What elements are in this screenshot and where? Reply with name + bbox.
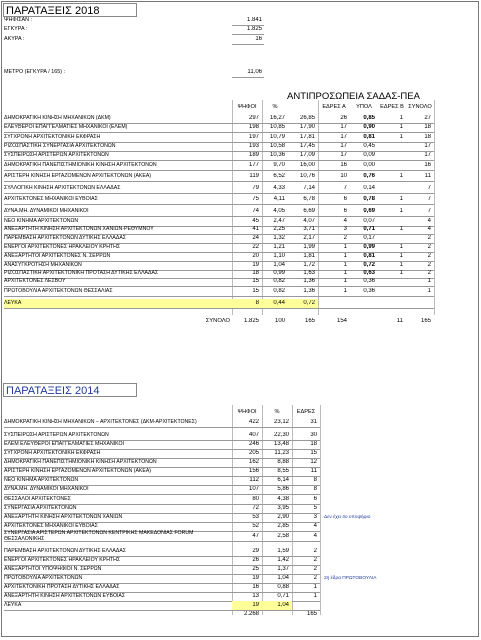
cell-pct: 0,44	[273, 300, 285, 306]
summary-value: 16	[255, 36, 262, 42]
total-seats: 165	[306, 611, 317, 617]
party-name: ΝΕΟ ΚΙΝΗΜΑ ΑΡΧΙΤΕΚΤΟΝΩΝ	[4, 477, 79, 483]
cell-pct: 13,48	[273, 441, 289, 447]
cell-pct: 2,25	[273, 226, 285, 232]
cell-ypol: 0,78	[363, 196, 375, 202]
cell-seats: 31	[310, 419, 317, 425]
cell-pct2: 4,07	[303, 218, 315, 224]
cell-pct: 1,21	[273, 244, 285, 250]
party-name: ΔΥΝΑ.ΜΗ. ΔΥΝΑΜΙΚΟΙ ΜΗΧΑΝΙΚΟΙ	[4, 208, 89, 214]
cell-votes: 407	[248, 432, 259, 438]
cell-pct2: 1,63	[303, 270, 315, 276]
cell-votes: 205	[248, 450, 259, 456]
cell-votes: 41	[252, 226, 259, 232]
cell-seats: 1	[313, 593, 317, 599]
cell-pct2: 10,76	[299, 173, 315, 179]
party-name: ΛΕΥΚΑ	[4, 602, 22, 608]
cell-seats: 8	[313, 477, 317, 483]
cell-a: 4	[343, 218, 347, 224]
cell-ypol: 0,09	[363, 152, 375, 158]
cell-votes: 29	[252, 548, 259, 554]
cell-seats: 1	[313, 584, 317, 590]
cell-votes: 119	[249, 173, 259, 179]
summary-divider	[232, 44, 264, 45]
party-name: ΘΕΣΣΑΛΟΙ ΑΡΧΙΤΕΚΤΟΝΕΣ	[4, 496, 71, 502]
cell-total: 16	[424, 162, 431, 168]
title-2018: ΠΑΡΑΤΑΞΕΙΣ 2018	[3, 3, 137, 17]
cell-votes: 26	[252, 557, 259, 563]
cell-pct2: 7,14	[303, 185, 315, 191]
cell-a: 7	[343, 185, 347, 191]
cell-ypol: 0,71	[363, 226, 375, 232]
column-header: %	[274, 409, 280, 415]
cell-total: 7	[427, 196, 431, 202]
annotation-note: Δεν έχει 4ο υποψήφιο	[324, 515, 371, 520]
cell-a: 1	[343, 244, 347, 250]
cell-pct: 2,58	[277, 533, 289, 539]
cell-votes: 193	[248, 143, 259, 149]
party-name: ΣΥΣΠΕΙΡΩΣΗ ΑΡΙΣΤΕΡΩΝ ΑΡΧΙΤΕΚΤΟΝΩΝ	[4, 432, 109, 438]
summary-value: 1.825	[246, 26, 262, 32]
column-divider	[320, 405, 321, 615]
cell-votes: 45	[252, 218, 259, 224]
party-name: ΣΥΝΕΡΓΑΣΙΑ ΑΡΧΙΤΕΚΤΟΝΩΝ	[4, 505, 77, 511]
cell-votes: 177	[248, 162, 259, 168]
cell-pct: 10,85	[269, 124, 285, 130]
cell-ypol: 0,36	[363, 288, 375, 294]
cell-pct2: 17,81	[299, 134, 315, 140]
cell-b: 1	[399, 270, 403, 276]
cell-votes: 25	[252, 566, 259, 572]
cell-pct: 1,37	[277, 566, 289, 572]
total-seats: 165	[420, 318, 431, 324]
cell-total: 18	[424, 124, 431, 130]
cell-pct: 9,70	[273, 162, 285, 168]
cell-votes: 246	[248, 441, 259, 447]
cell-a: 16	[340, 162, 347, 168]
cell-pct: 4,33	[273, 185, 285, 191]
row-divider	[4, 308, 434, 309]
summary-value: 11,06	[247, 69, 262, 75]
party-name: ΕΛΕΜ ΕΛΕΥΘΕΡΟΙ ΕΠΑΓΓΕΛΜΑΤΙΕΣ ΜΗΧΑΝΙΚΟΙ	[4, 441, 124, 447]
cell-votes: 8	[255, 300, 259, 306]
cell-a: 2	[343, 235, 347, 241]
cell-b: 1	[399, 253, 403, 259]
cell-votes: 297	[248, 115, 259, 121]
summary-label: ΑΚΥΡΑ :	[4, 36, 25, 42]
cell-pct: 0,71	[277, 593, 289, 599]
cell-pct2: 26,85	[299, 115, 315, 121]
cell-votes: 197	[248, 134, 259, 140]
party-name: ΠΑΡΕΜΒΑΣΗ ΑΡΧΙΤΕΚΤΟΝΩΝ ΔΥΤΙΚΗΣ ΕΛΛΑΔΑΣ	[4, 235, 127, 241]
row-divider	[4, 132, 434, 133]
cell-ypol: 0,17	[363, 235, 375, 241]
cell-a: 17	[340, 143, 347, 149]
party-name: ΑΝΕΞΑΡΤΗΤΟΙ ΥΠΟΨΗΦΙΟΙ Ν. ΣΕΡΡΩΝ	[4, 566, 102, 572]
cell-votes: 75	[252, 196, 259, 202]
cell-votes: 156	[248, 468, 259, 474]
row-divider	[4, 181, 434, 182]
party-name: ΑΝΕΞΑΡΤΗΤΗ ΚΙΝΗΣΗ ΑΡΧΙΤΕΚΤΟΝΩΝ ΕΥΒΟΙΑΣ	[4, 593, 126, 599]
cell-total: 17	[424, 152, 431, 158]
cell-ypol: 0,72	[363, 262, 375, 268]
column-header: %	[272, 104, 278, 110]
cell-pct2: 1,81	[303, 253, 315, 259]
cell-seats: 3	[313, 514, 317, 520]
cell-ypol: 0,81	[363, 134, 375, 140]
cell-pct: 2,90	[277, 514, 289, 520]
summary-label: ΨΗΦΙΣΑΝ :	[4, 17, 33, 23]
row-divider	[4, 494, 320, 495]
cell-ypol: 0,45	[363, 143, 375, 149]
cell-seats: 2	[313, 548, 317, 554]
cell-pct2: 1,36	[303, 278, 315, 284]
cell-total: 2	[427, 270, 431, 276]
cell-ypol: 0,81	[363, 253, 375, 259]
cell-pct: 1,04	[277, 602, 289, 608]
cell-seats: 4	[313, 523, 317, 529]
total-votes: 2.268	[243, 611, 259, 617]
cell-pct: 23,12	[273, 419, 289, 425]
cell-pct: 1,42	[277, 557, 289, 563]
cell-a: 3	[343, 226, 347, 232]
totals-label: ΣΥΝΟΛΟ	[205, 318, 230, 324]
cell-a: 1	[343, 262, 347, 268]
cell-b: 1	[399, 124, 403, 130]
cell-ypol: 0,63	[363, 270, 375, 276]
party-name: ΔΗΜΟΚΡΑΤΙΚΗ ΚΙΝΗΣΗ ΜΗΧΑΝΙΚΩΝ – ΑΡΧΙΤΕΚΤΟΝΕΣ (ΔΚΜ-ΑΡΧΙΤΕΚΤΟΝΕΣ)	[4, 419, 197, 425]
cell-pct: 4,38	[277, 496, 289, 502]
cell-pct: 3,95	[277, 505, 289, 511]
cell-votes: 107	[248, 486, 259, 492]
party-name: ΡΙΖΟΣΠΑΣΤΙΚΗ ΑΡΧΙΤΕΚΤΟΝΙΚΗ ΠΡΟΤΑΣΗ ΔΥΤΙΚΗΣ ΕΛΛΑΔΑΣ	[4, 270, 159, 276]
cell-seats: 11	[310, 468, 317, 474]
cell-a: 1	[343, 288, 347, 294]
cell-total: 4	[427, 226, 431, 232]
cell-ypol: 0,07	[363, 218, 375, 224]
party-name: ΕΝΕΡΓΟΙ ΑΡΧΙΤΕΚΤΟΝΕΣ ΗΡΑΚΛΕΙΟΥ ΚΡΗΤΗΣ	[4, 557, 121, 563]
party-name: ΛΕΥΚΑ	[4, 300, 22, 306]
cell-ypol: 0,76	[363, 173, 375, 179]
row-divider	[4, 610, 320, 611]
summary-value: 1.841	[246, 17, 262, 23]
party-name: ΠΡΩΤΟΒΟΥΛΙΑ ΑΡΧΙΤΕΚΤΟΝΩΝ	[4, 575, 83, 581]
cell-seats: 12	[310, 459, 317, 465]
summary-label: ΜΕΤΡΟ (ΕΓΚΥΡΑ / 165) :	[4, 69, 65, 75]
party-name: ΑΡΧΙΤΕΚΤΟΝΕΣ ΛΕΣΒΟΥ	[4, 278, 66, 284]
cell-pct2: 1,36	[303, 288, 315, 294]
party-name: ΝΕΟ ΚΙΝΗΜΑ ΑΡΧΙΤΕΚΤΟΝΩΝ	[4, 218, 79, 224]
row-divider	[4, 427, 320, 428]
party-name: ΑΡΧΙΤΕΚΤΟΝΙΚΗ ΠΡΟΤΑΣΗ ΔΥΤΙΚΗΣ ΕΛΛΑΔΑΣ	[4, 584, 120, 590]
cell-total: 27	[424, 115, 431, 121]
cell-seats: 5	[313, 505, 317, 511]
cell-pct: 1,10	[273, 253, 285, 259]
cell-pct2: 2,17	[303, 235, 315, 241]
column-header: ΨΗΦΟΙ	[237, 409, 257, 415]
cell-a: 17	[340, 124, 347, 130]
cell-pct2: 16,00	[299, 162, 315, 168]
cell-votes: 53	[252, 514, 259, 520]
total-seats-b: 11	[396, 318, 403, 324]
party-name: ΔΗΜΟΚΡΑΤΙΚΗ ΚΙΝΗΣΗ ΜΗΧΑΝΙΚΩΝ (ΔΚΜ)	[4, 115, 111, 121]
cell-a: 6	[343, 208, 347, 214]
summary-label: ΕΓΚΥΡΑ :	[4, 26, 28, 32]
cell-seats: 8	[313, 486, 317, 492]
summary-divider	[232, 77, 264, 78]
cell-b: 1	[399, 262, 403, 268]
cell-seats: 2	[313, 557, 317, 563]
row-divider	[4, 216, 434, 217]
cell-b: 1	[399, 196, 403, 202]
cell-a: 1	[343, 253, 347, 259]
cell-pct: 4,11	[273, 196, 285, 202]
row-divider	[4, 193, 434, 194]
cell-total: 17	[424, 143, 431, 149]
party-name: ΣΥΓΧΡΟΝΗ ΑΡΧΙΤΕΚΤΟΝΙΚΗ ΕΚΦΡΑΣΗ	[4, 450, 101, 456]
cell-seats: 18	[310, 441, 317, 447]
cell-votes: 19	[252, 602, 259, 608]
cell-pct: 0,82	[273, 288, 285, 294]
party-name: ΑΡΧΙΤΕΚΤΟΝΕΣ ΜΗΧΑΝΙΚΟΙ ΕΥΒΟΙΑΣ	[4, 196, 98, 202]
column-header: ΨΗΦΟΙ	[237, 104, 257, 110]
party-name: ΣΥΣΠΕΙΡΩΣΗ ΑΡΙΣΤΕΡΩΝ ΑΡΧΙΤΕΚΤΟΝΩΝ	[4, 152, 109, 158]
cell-a: 1	[343, 278, 347, 284]
cell-total: 2	[427, 244, 431, 250]
row-divider	[4, 286, 434, 287]
cell-seats: 6	[313, 496, 317, 502]
column-header: ΕΔΡΕΣ Α	[322, 104, 346, 110]
cell-votes: 47	[252, 533, 259, 539]
party-name: ΑΝΑΣΥΓΚΡΟΤΗΣΗ ΜΗΧΑΝΙΚΩΝ	[4, 262, 82, 268]
cell-ypol: 0,85	[363, 115, 375, 121]
party-name: ΑΡΙΣΤΕΡΗ ΚΙΝΗΣΗ ΕΡΓΑΖΟΜΕΝΩΝ ΑΡΧΙΤΕΚΤΟΝΩΝ (ΑΚΕΑ)	[4, 468, 152, 474]
column-header: ΕΔΡΕΣ	[296, 409, 316, 415]
cell-pct: 4,05	[273, 208, 285, 214]
column-header: ΕΔΡΕΣ Β	[380, 104, 404, 110]
cell-seats: 15	[310, 450, 317, 456]
party-name: ΑΡΧΙΤΕΚΤΟΝΕΣ ΜΗΧΑΝΙΚΟΙ ΕΥΒΟΙΑΣ	[4, 523, 98, 529]
party-name: ΣΥΛΛΟΓΙΚΗ ΚΙΝΗΣΗ ΑΡΧΙΤΕΚΤΟΝΩΝ ΕΛΛΑΔΑΣ	[4, 185, 121, 191]
cell-votes: 15	[252, 278, 259, 284]
cell-pct: 6,14	[277, 477, 289, 483]
cell-total: 7	[427, 185, 431, 191]
cell-total: 2	[427, 253, 431, 259]
party-name: ΕΝΕΡΓΟΙ ΑΡΧΙΤΕΚΤΟΝΕΣ ΗΡΑΚΛΕΙΟΥ ΚΡΗΤΗΣ	[4, 244, 121, 250]
total-votes: 1.825	[243, 318, 259, 324]
cell-pct: 10,79	[269, 134, 285, 140]
cell-votes: 52	[252, 523, 259, 529]
party-name: ΑΝΕΞΑΡΤΗΤΗ ΚΙΝΗΣΗ ΑΡΧΙΤΕΚΤΟΝΩΝ ΧΑΝΙΩΝ-ΡΕΘΥΜΝΟΥ	[4, 226, 154, 232]
title-2014: ΠΑΡΑΤΑΞΕΙΣ 2014	[3, 383, 137, 397]
cell-votes: 19	[252, 262, 259, 268]
party-name: ΔΥΝΑ.ΜΗ. ΔΥΝΑΜΙΚΟΙ ΜΗΧΑΝΙΚΟΙ	[4, 486, 89, 492]
total-pct2: 165	[304, 318, 315, 324]
cell-ypol: 0,00	[363, 162, 375, 168]
cell-b: 1	[399, 226, 403, 232]
column-header: ΣΥΝΟΛΟ	[408, 104, 432, 110]
cell-pct2: 3,71	[303, 226, 315, 232]
cell-votes: 198	[248, 124, 259, 130]
cell-pct: 1,32	[273, 235, 285, 241]
party-name: ΣΥΝΕΡΓΑΣΙΑ ΑΡΙΣΤΕΡΩΝ ΑΡΧΙΤΕΚΤΟΝΩΝ ΚΕΝΤΡΙΚΗΣ ΜΑΚΕΔΟΝΙΑΣ FORUM ΘΕΣΣΑΛΟΝΙΚΗΣ	[4, 530, 194, 542]
cell-votes: 74	[252, 208, 259, 214]
cell-pct2: 17,45	[299, 143, 315, 149]
cell-total: 1	[427, 288, 431, 294]
cell-total: 2	[427, 235, 431, 241]
party-name: ΑΝΕΞΑΡΤΗΤΗ ΚΙΝΗΣΗ ΑΡΧΙΤΕΚΤΟΝΩΝ ΧΑΝΙΩΝ	[4, 514, 123, 520]
cell-votes: 22	[252, 244, 259, 250]
cell-a: 26	[340, 115, 347, 121]
cell-pct2: 1,99	[303, 244, 315, 250]
cell-votes: 422	[248, 419, 259, 425]
cell-a: 6	[343, 196, 347, 202]
cell-pct2: 6,78	[303, 196, 315, 202]
cell-b: 1	[399, 115, 403, 121]
party-name: ΡΙΖΟΣΠΑΣΤΙΚΗ ΣΥΝΕΡΓΑΣΙΑ ΑΡΧΙΤΕΚΤΟΝΩΝ	[4, 143, 116, 149]
cell-votes: 162	[248, 459, 259, 465]
cell-pct2: 0,72	[303, 300, 315, 306]
party-name: ΑΝΕΞΑΡΤΗΤΟΙ ΑΡΧΙΤΕΚΤΟΝΕΣ Ν. ΣΕΡΡΩΝ	[4, 253, 111, 259]
cell-pct: 11,23	[274, 450, 289, 456]
cell-total: 1	[427, 278, 431, 284]
cell-votes: 20	[252, 253, 259, 259]
group-header-2018: ΑΝΤΙΠΡΟΣΩΠΕΙΑ ΣΑΔΑΣ-ΠΕΑ	[287, 91, 420, 102]
party-name: ΑΡΙΣΤΕΡΗ ΚΙΝΗΣΗ ΕΡΓΑΖΟΜΕΝΩΝ ΑΡΧΙΤΕΚΤΟΝΩΝ (ΑΚΕΑ)	[4, 173, 152, 179]
cell-pct2: 17,09	[299, 152, 315, 158]
row-divider	[4, 541, 320, 542]
cell-votes: 18	[252, 270, 259, 276]
column-divider	[434, 100, 435, 315]
cell-pct: 0,88	[277, 584, 289, 590]
cell-votes: 15	[252, 288, 259, 294]
cell-pct2: 1,72	[303, 262, 315, 268]
cell-votes: 24	[252, 235, 259, 241]
cell-b: 1	[399, 208, 403, 214]
cell-votes: 13	[252, 593, 259, 599]
cell-total: 7	[427, 208, 431, 214]
cell-pct: 1,04	[273, 262, 285, 268]
party-name: ΕΛΕΥΘΕΡΟΙ ΕΠΑΓΓΕΛΜΑΤΙΕΣ ΜΗΧΑΝΙΚΟΙ (ΕΛΕΜ)	[4, 124, 128, 130]
cell-votes: 72	[252, 505, 259, 511]
cell-b: 1	[399, 244, 403, 250]
column-header: ΥΠΟΛ	[356, 104, 372, 110]
cell-votes: 16	[252, 584, 259, 590]
cell-pct: 2,85	[277, 523, 289, 529]
cell-pct: 0,82	[273, 278, 285, 284]
cell-a: 17	[340, 152, 347, 158]
cell-pct: 10,36	[269, 152, 285, 158]
cell-total: 18	[424, 134, 431, 140]
cell-ypol: 0,69	[363, 208, 375, 214]
cell-a: 1	[343, 270, 347, 276]
cell-ypol: 0,90	[363, 124, 375, 130]
cell-pct: 16,27	[269, 115, 285, 121]
cell-total: 2	[427, 262, 431, 268]
cell-ypol: 0,14	[363, 185, 375, 191]
row-divider	[4, 296, 434, 297]
cell-pct: 10,58	[269, 143, 285, 149]
cell-pct: 0,99	[273, 270, 285, 276]
cell-votes: 80	[252, 496, 259, 502]
cell-pct: 6,52	[273, 173, 285, 179]
cell-total: 4	[427, 218, 431, 224]
party-name: ΔΗΜΟΚΡΑΤΙΚΗ ΠΑΝΕΠΙΣΤΗΜΙΟΝΙΚΗ ΚΙΝΗΣΗ ΑΡΧΙΤΕΚΤΟΝΩΝ	[4, 162, 157, 168]
cell-pct: 8,55	[277, 468, 289, 474]
cell-seats: 4	[313, 533, 317, 539]
total-seats-a: 154	[336, 318, 347, 324]
row-divider	[4, 170, 434, 171]
cell-ypol: 0,36	[363, 278, 375, 284]
party-name: ΔΗΜΟΚΡΑΤΙΚΗ ΠΑΝΕΠΙΣΤΗΜΙΟΝΙΚΗ ΚΙΝΗΣΗ ΑΡΧΙΤΕΚΤΟΝΩΝ	[4, 459, 157, 465]
cell-b: 1	[399, 134, 403, 140]
cell-total: 11	[424, 173, 431, 179]
annotation-note: 2η έδρα ΠΡΩΤΟΒΟΥΛΙΑ	[324, 576, 377, 581]
cell-pct2: 17,90	[299, 124, 315, 130]
cell-a: 17	[340, 134, 347, 140]
cell-a: 10	[340, 173, 347, 179]
row-divider	[4, 204, 434, 205]
party-name: ΣΥΓΧΡΟΝΗ ΑΡΧΙΤΕΚΤΟΝΙΚΗ ΕΚΦΡΑΣΗ	[4, 134, 101, 140]
cell-votes: 189	[248, 152, 259, 158]
cell-ypol: 0,99	[363, 244, 375, 250]
cell-pct: 1,59	[277, 548, 289, 554]
summary-divider	[232, 34, 264, 35]
row-divider	[4, 160, 434, 161]
cell-pct: 5,86	[277, 486, 289, 492]
cell-pct: 2,47	[273, 218, 285, 224]
party-name: ΠΑΡΕΜΒΑΣΗ ΑΡΧΙΤΕΚΤΟΝΩΝ ΔΥΤΙΚΗΣ ΕΛΛΑΔΑΣ	[4, 548, 127, 554]
cell-pct: 8,88	[277, 459, 289, 465]
cell-seats: 30	[310, 432, 317, 438]
total-pct: 100	[274, 318, 285, 324]
cell-votes: 19	[252, 575, 259, 581]
cell-b: 1	[399, 173, 403, 179]
cell-seats: 2	[313, 575, 317, 581]
cell-seats: 2	[313, 566, 317, 572]
party-name: ΠΡΩΤΟΒΟΥΛΙΑ ΑΡΧΙΤΕΚΤΟΝΩΝ ΘΕΣΣΑΛΙΑΣ	[4, 288, 113, 294]
cell-pct2: 6,69	[303, 208, 315, 214]
cell-votes: 79	[252, 185, 259, 191]
cell-pct: 22,30	[273, 432, 289, 438]
cell-pct: 1,04	[277, 575, 289, 581]
cell-votes: 112	[249, 477, 259, 483]
